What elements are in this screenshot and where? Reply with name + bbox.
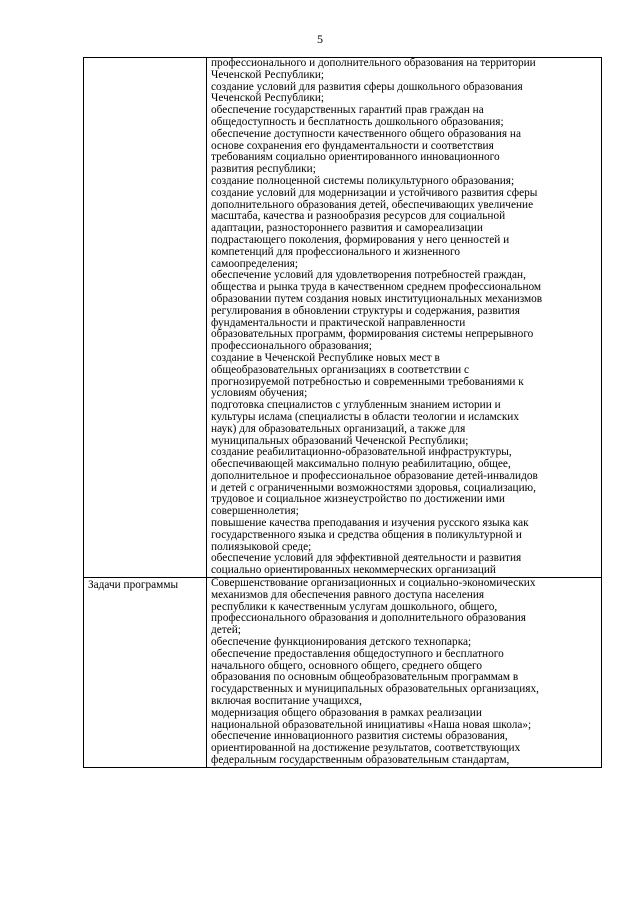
text-line: дополнительного образования детей, обеспечивающих увеличение xyxy=(211,198,534,211)
text-line: обеспечение доступности качественного общего образования на xyxy=(211,127,521,140)
text-line: развития республики; xyxy=(211,163,316,176)
text-line: основе сохранения его фундаментальности и соответствия xyxy=(211,139,494,152)
text-line: механизмов для обеспечения равного доступа населения xyxy=(211,588,485,601)
text-line: компетенций для профессионального и жизненного xyxy=(211,245,461,258)
text-line: обеспечение функционирования детского технопарка; xyxy=(211,636,472,649)
page-number: 5 xyxy=(317,32,323,46)
text-line: наук) для образовательных организаций, а также для xyxy=(211,422,466,435)
text-line: государственных и муниципальных образовательных организациях, xyxy=(211,683,539,696)
text-line: повышение качества преподавания и изучения русского языка как xyxy=(211,517,529,530)
text-line: Совершенствование организационных и социально-экономических xyxy=(211,577,536,590)
text-line: создание условий для развития сферы дошкольного образования xyxy=(211,80,523,93)
text-line: Чеченской Республики; xyxy=(211,68,325,81)
text-line: дополнительное и профессиональное образование детей-инвалидов xyxy=(211,469,538,482)
text-line: профессионального и дополнительного образования на территории xyxy=(211,57,536,69)
text-line: общеобразовательных организациях в соответствии с xyxy=(211,363,470,376)
text-line: трудовое и социальное жизнеустройство по достижении ими xyxy=(211,493,505,506)
text-line: детей; xyxy=(211,624,241,637)
text-line: включая воспитание учащихся, xyxy=(211,695,362,708)
text-line: ориентированной на достижение результатов, соответствующих xyxy=(211,742,521,755)
table-row-goals-continued xyxy=(84,58,602,578)
text-line: профессионального образования и дополнительного образования xyxy=(211,612,526,625)
text-line: социально ориентированных некоммерческих организаций xyxy=(211,564,496,577)
text-line: самоопределения; xyxy=(211,257,299,270)
text-line: подрастающего поколения, формирования у него ценностей и xyxy=(211,233,510,246)
text-line: подготовка специалистов с углубленным знанием истории и xyxy=(211,399,501,412)
row-label-cell xyxy=(84,58,207,578)
text-line: обеспечение инновационного развития системы образования, xyxy=(211,730,508,743)
text-line: профессионального образования; xyxy=(211,340,372,353)
text-line: обеспечивающей максимально полную реабилитацию, общее, xyxy=(211,458,511,471)
text-line: национальной образовательной инициативы «Наша новая школа»; xyxy=(211,718,532,731)
text-line: условиям обучения; xyxy=(211,387,308,400)
text-line: образования по основным общеобразовательным программам в xyxy=(211,671,519,684)
goals-content-cell xyxy=(207,58,602,578)
text-line: адаптации, разностороннего развития и самореализации xyxy=(211,222,483,235)
text-line: начального общего, основного общего, среднего общего xyxy=(211,659,482,672)
program-tasks-label: Задачи программы xyxy=(88,579,179,592)
text-line: обеспечение условий для удовлетворения потребностей граждан, xyxy=(211,269,526,282)
text-line: полиязыковой среде; xyxy=(211,540,312,553)
text-line: совершеннолетия; xyxy=(211,505,299,518)
text-line: образовании путем создания новых институциональных механизмов xyxy=(211,292,543,305)
text-line: общества и рынка труда в качественном среднем профессиональном xyxy=(211,281,542,294)
text-line: создание условий для модернизации и устойчивого развития сферы xyxy=(211,186,538,199)
text-line: образовательных программ, формирования системы непрерывного xyxy=(211,328,534,341)
text-line: создание реабилитационно-образовательной инфраструктуры, xyxy=(211,446,512,459)
table-row-program-tasks xyxy=(84,578,602,768)
tasks-content-cell xyxy=(207,578,602,768)
text-line: обеспечение государственных гарантий прав граждан на xyxy=(211,104,484,117)
text-line: регулирования в обновлении структуры и содержания, развития xyxy=(211,304,520,317)
text-line: общедоступность и бесплатность дошкольного образования; xyxy=(211,115,504,128)
text-line: обеспечение условий для эффективной деятельности и развития xyxy=(211,552,522,565)
text-line: культуры ислама (специалисты в области теологии и исламских xyxy=(211,410,520,423)
text-line: муниципальных образований Чеченской Республики; xyxy=(211,434,469,447)
row-label xyxy=(84,58,206,60)
text-line: модернизация общего образования в рамках реализации xyxy=(211,706,482,719)
text-line: масштаба, качества и разнообразия ресурсов для социальной xyxy=(211,210,506,223)
program-passport-table xyxy=(83,57,602,768)
text-line: создание полноценной системы поликультурного образования; xyxy=(211,174,515,187)
text-line: республики к качественным услугам дошкольного, общего, xyxy=(211,600,498,613)
text-line: государственного языка и средства общения в поликультурной и xyxy=(211,528,522,541)
text-line: прогнозируемой потребностью и современными требованиями к xyxy=(211,375,524,388)
text-line: и детей с ограниченными возможностями здоровья, социализацию, xyxy=(211,481,536,494)
row-label-cell xyxy=(84,578,207,768)
text-line: федеральным государственным образовательным стандартам, xyxy=(211,754,510,767)
text-line: фундаментальности и практической направленности xyxy=(211,316,466,329)
text-line: создание в Чеченской Республике новых мест в xyxy=(211,351,440,364)
text-line: обеспечение предоставления общедоступного и бесплатного xyxy=(211,647,504,660)
text-line: Чеченской Республики; xyxy=(211,92,325,105)
text-line: требованиям социально ориентированного инновационного xyxy=(211,151,500,164)
